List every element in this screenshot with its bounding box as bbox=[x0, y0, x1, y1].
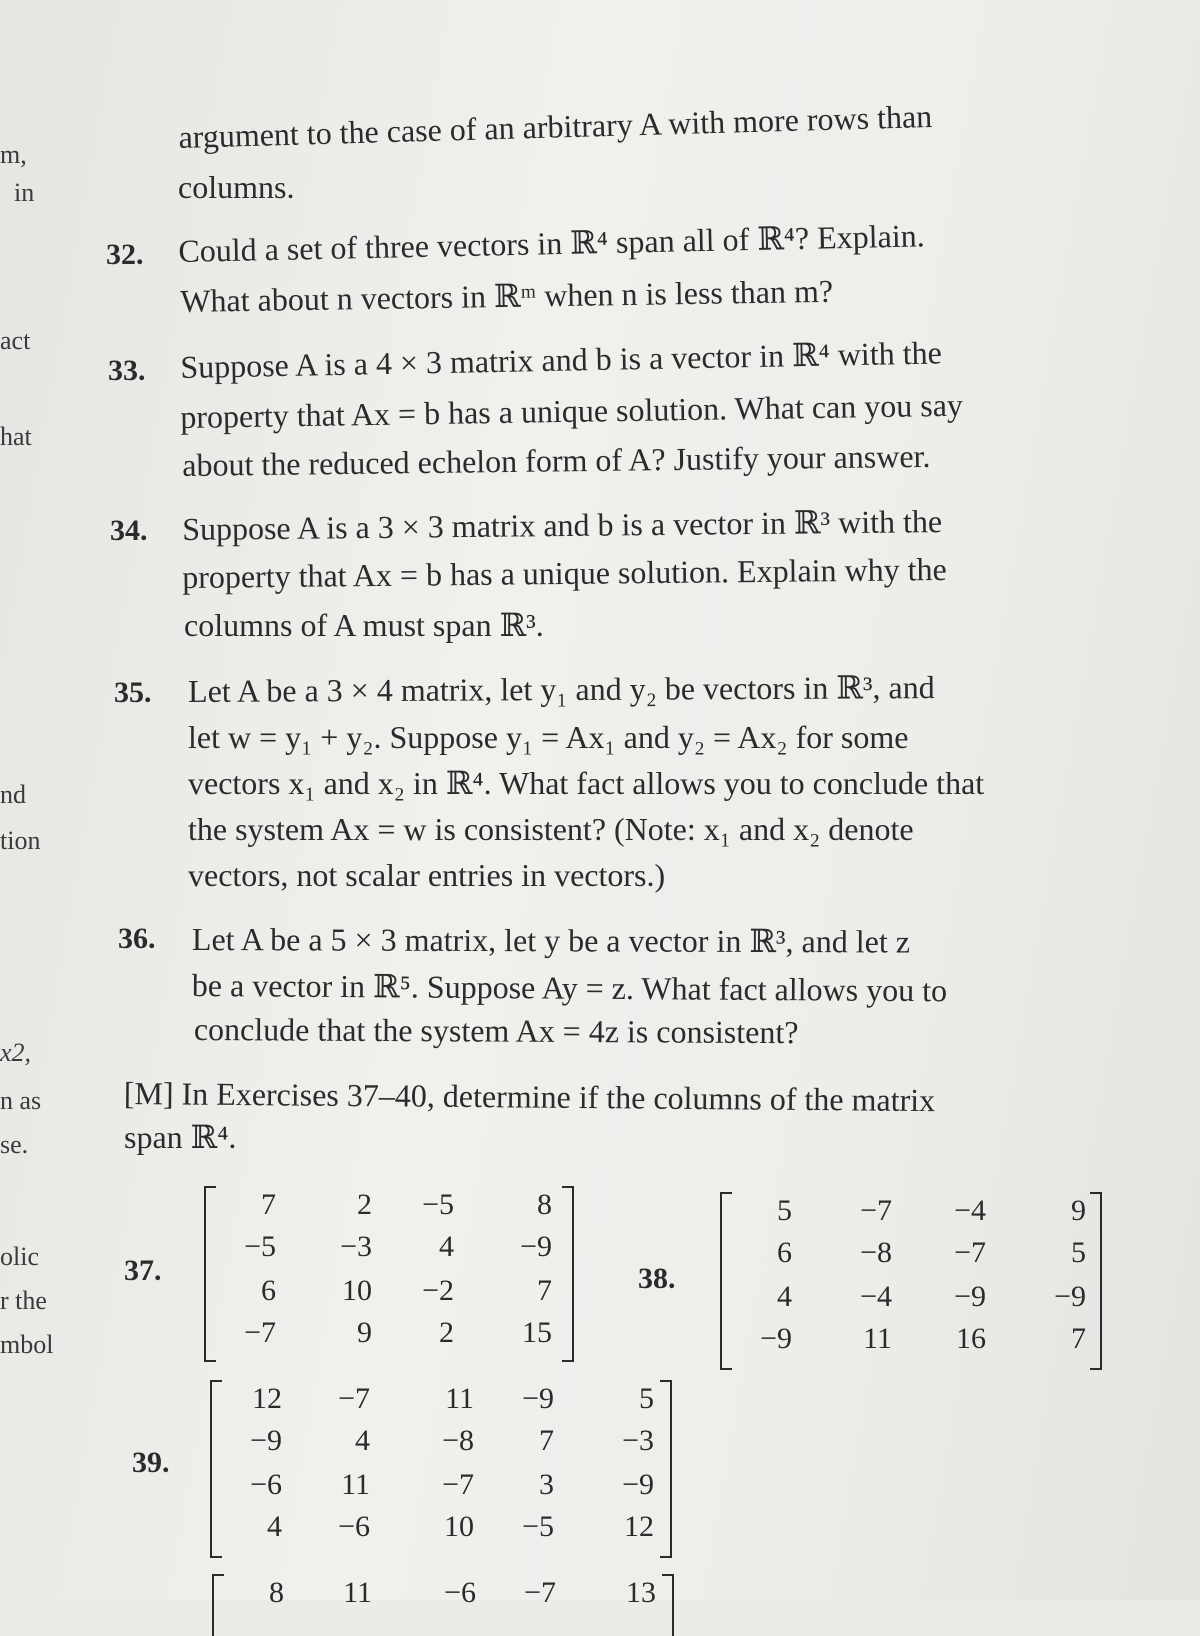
margin-fragment: tion bbox=[0, 826, 41, 855]
matrix-37 bbox=[204, 1186, 574, 1362]
matrix-entry: −9 bbox=[622, 1468, 654, 1501]
matrix-entry: 6 bbox=[261, 1274, 276, 1307]
exercise-text: be a vector in ℝ⁵. Suppose Ay = z. What fact allows you to bbox=[191, 967, 948, 1009]
exercise-text: Suppose A is a 3 × 3 matrix and b is a vector in ℝ³ with the bbox=[182, 503, 943, 547]
matrix-entry: −7 bbox=[954, 1236, 986, 1269]
matrix-entry: 2 bbox=[439, 1316, 454, 1349]
matrix-entry: 13 bbox=[626, 1576, 656, 1609]
matrix-entry: −6 bbox=[250, 1468, 282, 1501]
matrix-entry: 9 bbox=[1071, 1194, 1086, 1227]
matrix-entry: 15 bbox=[522, 1316, 552, 1349]
matrix-entry: −9 bbox=[520, 1230, 552, 1263]
margin-fragment: r the bbox=[0, 1286, 47, 1315]
matrix-entry: 6 bbox=[777, 1236, 792, 1269]
right-bracket bbox=[1090, 1192, 1102, 1370]
exercise-text: vectors, not scalar entries in vectors.) bbox=[188, 857, 666, 893]
matrix-entry: −6 bbox=[444, 1576, 476, 1609]
intro-line: columns. bbox=[178, 169, 295, 205]
intro-line: argument to the case of an arbitrary A with more rows than bbox=[178, 97, 933, 155]
matrix-entry: 7 bbox=[261, 1188, 276, 1221]
matrix-entry: −8 bbox=[860, 1236, 892, 1269]
matrix-entry: 4 bbox=[355, 1424, 370, 1457]
matrix-entry: −4 bbox=[954, 1194, 986, 1227]
exercise-number: 36. bbox=[118, 922, 156, 955]
matrix-entry: 4 bbox=[777, 1280, 792, 1313]
matrix-entry: −7 bbox=[338, 1382, 370, 1415]
exercise-number: 34. bbox=[110, 514, 148, 547]
matrix-entry: 5 bbox=[777, 1194, 792, 1227]
matrix-entry: 4 bbox=[439, 1230, 454, 1263]
margin-fragment: mbol bbox=[0, 1330, 54, 1359]
matrix-entry: 7 bbox=[539, 1424, 554, 1457]
matrix-entry: 5 bbox=[639, 1382, 654, 1415]
exercise-number: 39. bbox=[132, 1446, 170, 1479]
matrix-entry: 11 bbox=[445, 1382, 474, 1415]
matrix-entry: −9 bbox=[522, 1382, 554, 1415]
exercise-text: Let A be a 3 × 4 matrix, let y₁ and y₂ be vectors in ℝ³, and bbox=[188, 669, 935, 709]
exercise-text: Let A be a 5 × 3 matrix, let y be a vector in ℝ³, and let z bbox=[191, 921, 911, 960]
matrix-entry: −7 bbox=[244, 1316, 276, 1349]
right-bracket bbox=[562, 1186, 574, 1362]
matrix-entry: −7 bbox=[860, 1194, 892, 1227]
matrix-entry: 2 bbox=[357, 1188, 372, 1221]
matrix-entry: 9 bbox=[357, 1316, 372, 1349]
matrix-entry: 10 bbox=[444, 1510, 474, 1543]
matrix-entry: 8 bbox=[269, 1576, 284, 1609]
matrix-entry: 12 bbox=[624, 1510, 654, 1543]
exercise-number: 32. bbox=[106, 238, 144, 271]
margin-fragment: nd bbox=[0, 780, 26, 809]
matrix-entry: −2 bbox=[422, 1274, 454, 1307]
matrix-entry: −5 bbox=[244, 1230, 276, 1263]
matrix-entry: 11 bbox=[863, 1322, 892, 1355]
exercise-text: columns of A must span ℝ³. bbox=[184, 607, 544, 643]
matrix-entry: 7 bbox=[1071, 1322, 1086, 1355]
exercise-text: property that Ax = b has a unique solution. Explain why the bbox=[182, 550, 947, 595]
exercise-number: 38. bbox=[638, 1262, 676, 1295]
exercise-instructions: [M] In Exercises 37–40, determine if the columns of the matrix bbox=[123, 1075, 936, 1119]
matrix-entry: −9 bbox=[760, 1322, 792, 1355]
matrix-entry: −6 bbox=[338, 1510, 370, 1543]
matrix-entry: −4 bbox=[860, 1280, 892, 1313]
exercise-text: about the reduced echelon form of A? Justify your answer. bbox=[182, 437, 931, 483]
matrix-entry: 11 bbox=[341, 1468, 370, 1501]
matrix-entry: 4 bbox=[267, 1510, 282, 1543]
margin-fragment: m, bbox=[0, 140, 27, 169]
exercise-number: 33. bbox=[108, 354, 146, 387]
matrix-entry: −7 bbox=[524, 1576, 556, 1609]
exercise-number: 35. bbox=[114, 676, 152, 709]
matrix-38 bbox=[720, 1192, 1102, 1370]
matrix-entry: 11 bbox=[343, 1576, 372, 1609]
exercise-text: vectors x₁ and x₂ in ℝ⁴. What fact allows you to conclude that bbox=[188, 765, 985, 801]
exercise-text: the system Ax = w is consistent? (Note: x₁ and x₂ denote bbox=[188, 811, 914, 847]
margin-fragment: n as bbox=[0, 1086, 42, 1115]
margin-fragment: in bbox=[14, 178, 35, 207]
matrix-entry: 16 bbox=[956, 1322, 986, 1355]
matrix-entry: −8 bbox=[442, 1424, 474, 1457]
matrix-entry: 7 bbox=[537, 1274, 552, 1307]
matrix-entry: −9 bbox=[954, 1280, 986, 1313]
matrix-entry: −9 bbox=[1054, 1280, 1086, 1313]
matrix-entry: −3 bbox=[340, 1230, 372, 1263]
margin-fragment: act bbox=[0, 326, 31, 355]
matrix-entry: 5 bbox=[1071, 1236, 1086, 1269]
matrix-entry: 8 bbox=[537, 1188, 552, 1221]
matrix-entry: −5 bbox=[422, 1188, 454, 1221]
exercise-text: Suppose A is a 4 × 3 matrix and b is a vector in ℝ⁴ with the bbox=[180, 334, 943, 385]
matrix-entry: −9 bbox=[250, 1424, 282, 1457]
right-bracket bbox=[660, 1380, 672, 1558]
exercise-text: conclude that the system Ax = 4z is consistent? bbox=[193, 1011, 799, 1051]
matrix-entry: −7 bbox=[442, 1468, 474, 1501]
exercise-text: What about n vectors in ℝᵐ when n is less than m? bbox=[180, 272, 834, 319]
matrix-entry: 3 bbox=[539, 1468, 554, 1501]
matrix-entry: 12 bbox=[252, 1382, 282, 1415]
matrix-entry: −5 bbox=[522, 1510, 554, 1543]
exercise-text: Could a set of three vectors in ℝ⁴ span all of ℝ⁴? Explain. bbox=[178, 217, 926, 269]
exercise-number: 37. bbox=[124, 1254, 162, 1287]
matrix-40-partial bbox=[212, 1574, 674, 1614]
matrix-39 bbox=[210, 1380, 672, 1558]
matrix-entry: 10 bbox=[342, 1274, 372, 1307]
matrix-entry: −3 bbox=[622, 1424, 654, 1457]
exercise-instructions: span ℝ⁴. bbox=[124, 1119, 237, 1155]
margin-fragment: x2, bbox=[0, 1038, 32, 1067]
margin-fragment: olic bbox=[0, 1242, 39, 1271]
margin-fragment: hat bbox=[0, 422, 32, 451]
exercise-text: property that Ax = b has a unique solution. What can you say bbox=[180, 386, 964, 435]
margin-fragment: se. bbox=[0, 1130, 29, 1159]
right-bracket bbox=[662, 1574, 674, 1636]
exercise-text: let w = y₁ + y₂. Suppose y₁ = Ax₁ and y₂ = Ax₂ for some bbox=[188, 719, 909, 755]
